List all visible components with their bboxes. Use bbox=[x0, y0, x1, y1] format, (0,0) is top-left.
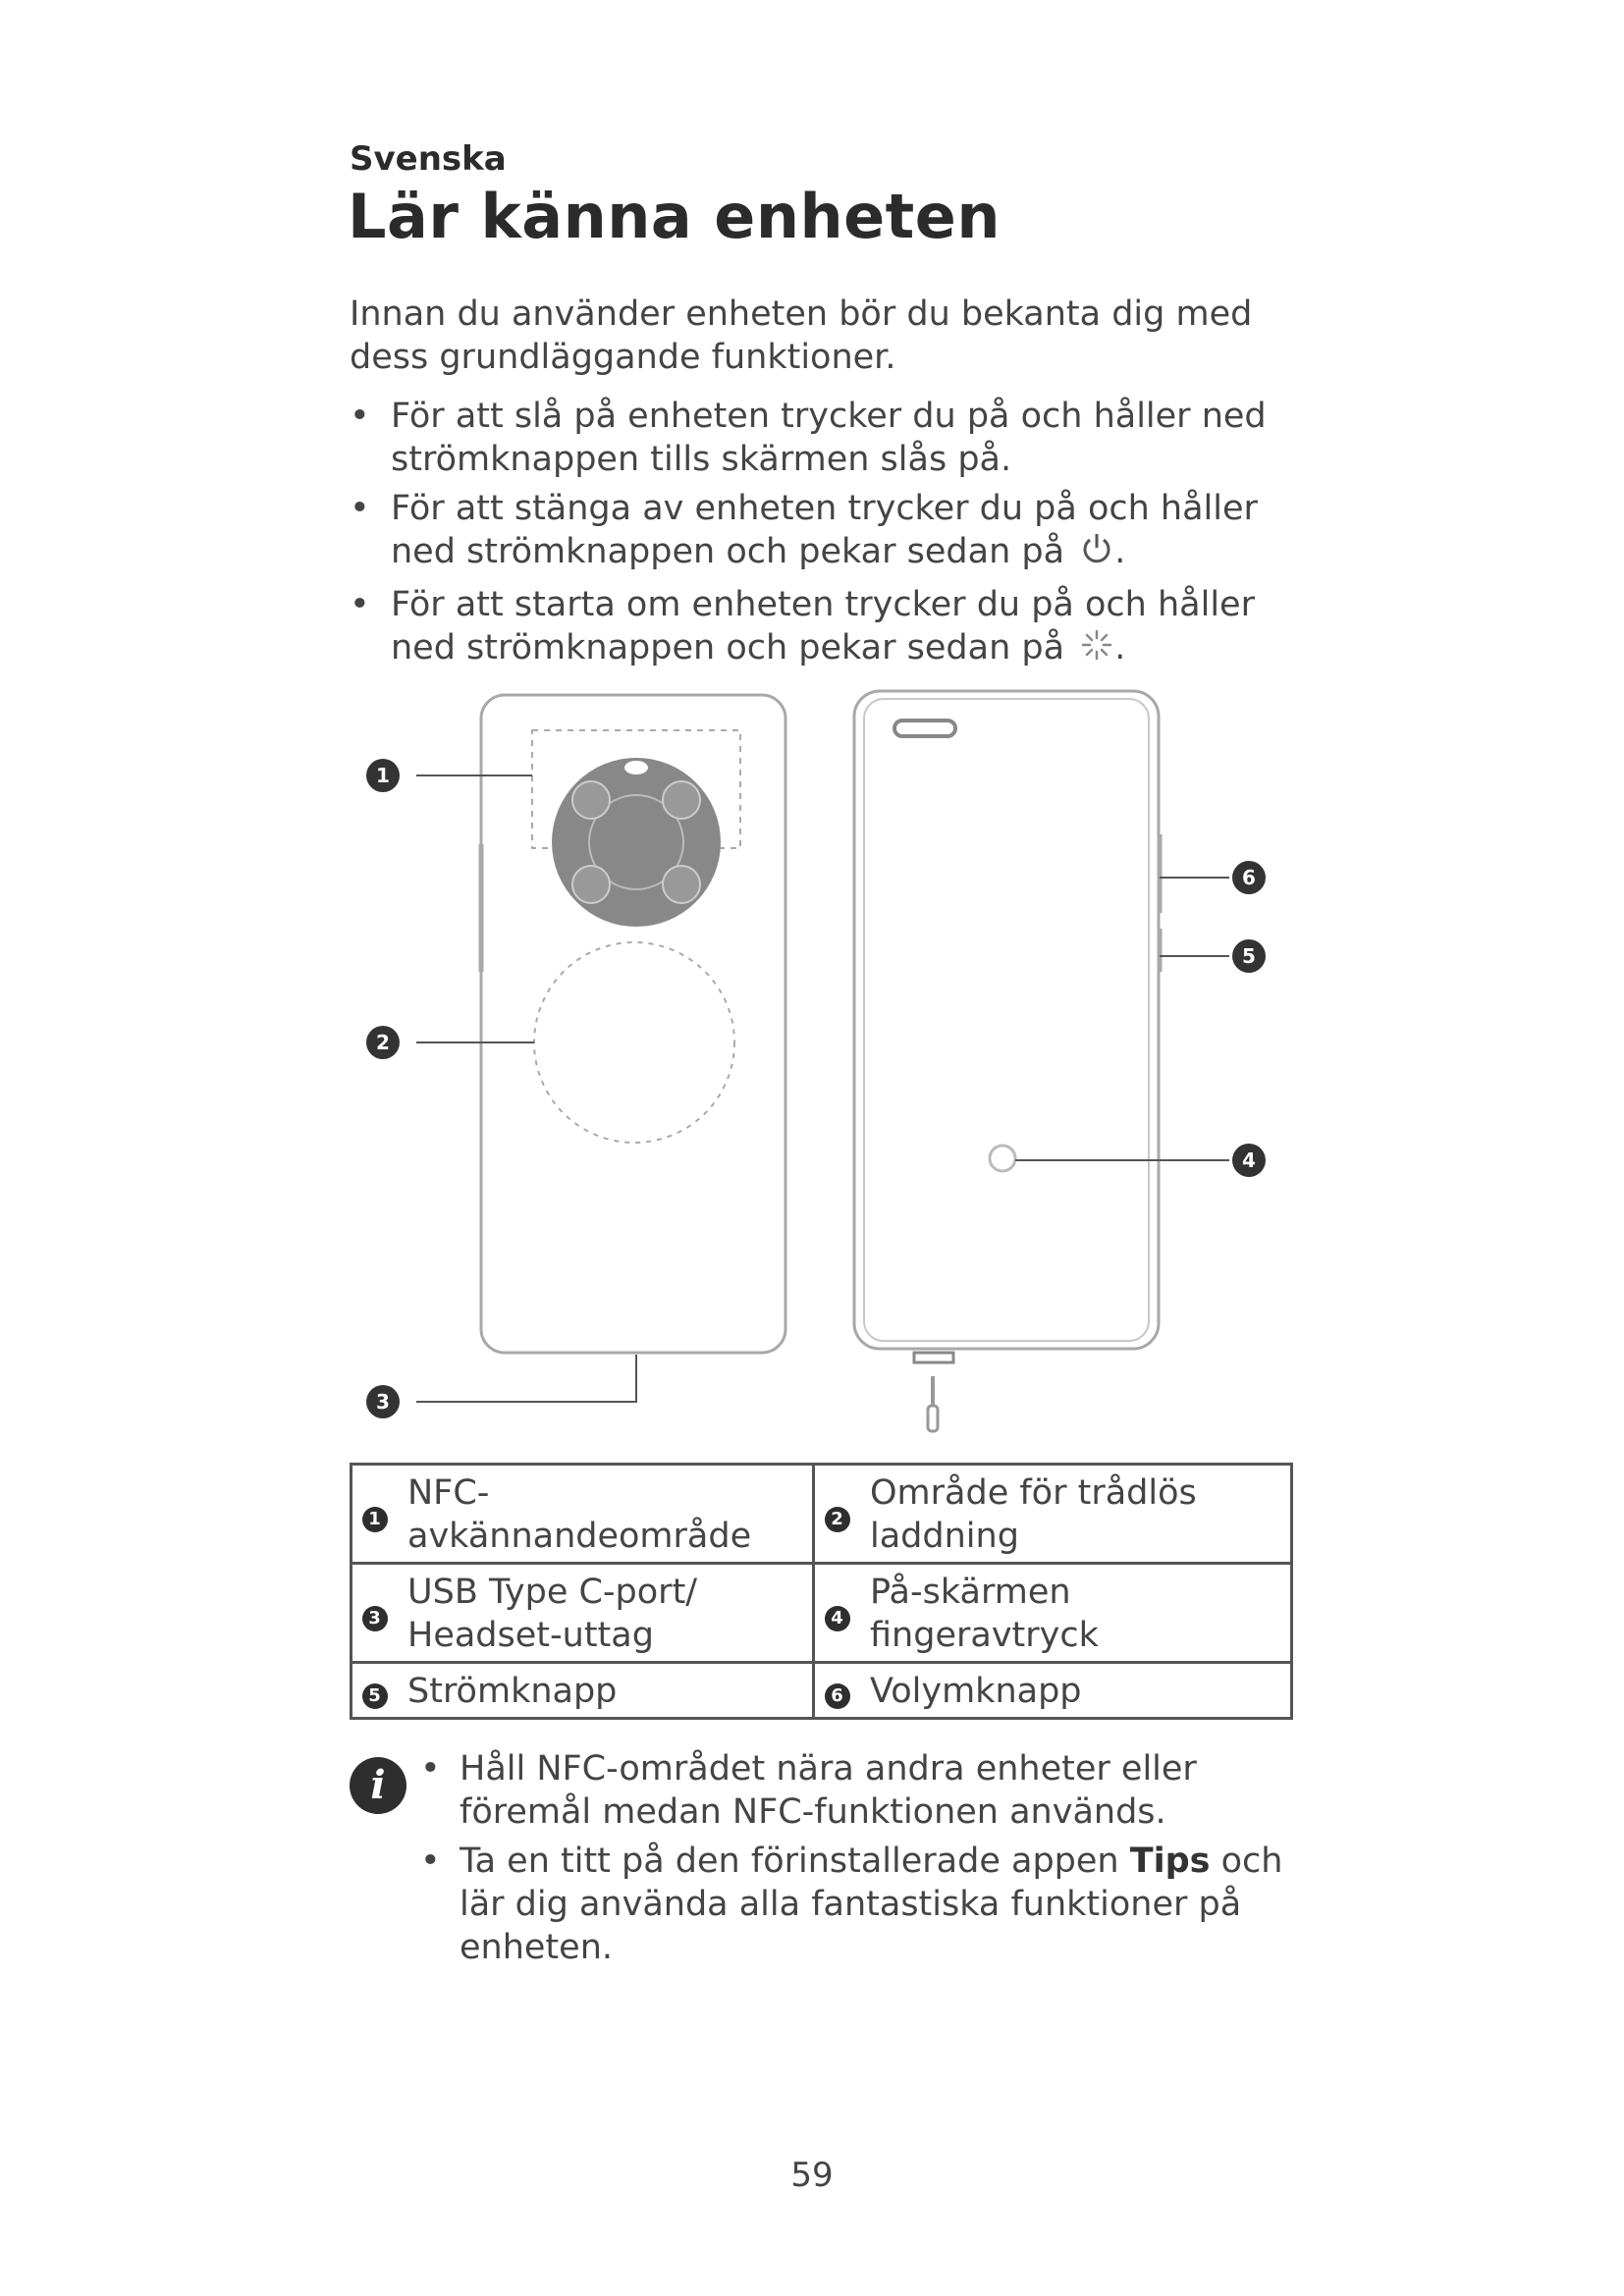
instruction-suffix: . bbox=[1114, 532, 1126, 571]
device-illustration bbox=[350, 677, 1292, 1443]
callout-6 bbox=[1232, 861, 1266, 894]
wireless-charging-area bbox=[534, 942, 734, 1143]
note-item bbox=[420, 1747, 1304, 1834]
callout-lines bbox=[416, 775, 1229, 1402]
svg-text:4: 4 bbox=[1242, 1148, 1256, 1172]
svg-text:1: 1 bbox=[376, 764, 390, 787]
restart-icon bbox=[1079, 627, 1114, 673]
note-item bbox=[420, 1840, 1304, 1969]
svg-text:3: 3 bbox=[376, 1390, 390, 1414]
callout-3 bbox=[366, 1385, 400, 1418]
table-row bbox=[352, 1564, 1292, 1663]
legend-number-cell bbox=[352, 1564, 397, 1663]
fingerprint-sensor bbox=[990, 1146, 1015, 1171]
legend-number-cell bbox=[814, 1663, 859, 1719]
table-row bbox=[352, 1465, 1292, 1564]
instruction-text: För att starta om enheten trycker du på och håller ned strömknappen och pekar sedan på bbox=[391, 585, 1255, 667]
instruction-text: För att slå på enheten trycker du på och håller ned strömknappen tills skärmen slås på. bbox=[391, 397, 1267, 479]
page-title: Lär känna enheten bbox=[348, 181, 1001, 252]
phone-front bbox=[854, 691, 1160, 1431]
bullet-marker: • bbox=[350, 585, 370, 624]
note-list bbox=[420, 1747, 1304, 1975]
note-text-before: Ta en titt på den förinstallerade appen bbox=[460, 1842, 1130, 1881]
legend-number-cell bbox=[814, 1465, 859, 1564]
legend-number-cell bbox=[352, 1465, 397, 1564]
intro-paragraph: Innan du använder enheten bör du bekanta dig med dess grundläggande funktioner. bbox=[350, 294, 1253, 377]
callout-markers bbox=[366, 759, 1266, 1418]
instruction-power-on bbox=[350, 395, 1312, 481]
app-name-tips: Tips bbox=[1129, 1842, 1211, 1881]
note-text: Håll NFC-området nära andra enheter eller föremål medan NFC-funktionen används. bbox=[460, 1749, 1197, 1832]
svg-text:6: 6 bbox=[1242, 866, 1256, 889]
svg-text:2: 2 bbox=[376, 1031, 390, 1054]
bullet-marker: • bbox=[350, 489, 370, 528]
page-number: 59 bbox=[790, 2156, 834, 2195]
legend-number-cell bbox=[814, 1564, 859, 1663]
svg-text:5: 5 bbox=[1242, 944, 1256, 968]
legend-label-cell: På-skärmen fingeravtryck bbox=[858, 1564, 1292, 1663]
legend-label-cell: NFC-avkännandeområde bbox=[396, 1465, 814, 1564]
callout-badge: 3 bbox=[362, 1606, 388, 1631]
callout-2 bbox=[366, 1026, 400, 1059]
instruction-power-off bbox=[350, 487, 1312, 577]
callout-badge: 2 bbox=[825, 1507, 850, 1532]
callout-badge: 1 bbox=[362, 1507, 388, 1532]
callout-4 bbox=[1232, 1144, 1266, 1177]
note-text-after: och lär dig använda alla fantastiska funktioner på enheten. bbox=[460, 1842, 1283, 1967]
bullet-marker: • bbox=[420, 1749, 441, 1789]
bullet-marker: • bbox=[420, 1842, 441, 1881]
instruction-list bbox=[350, 395, 1312, 679]
parts-legend-table bbox=[350, 1463, 1293, 1720]
table-row bbox=[352, 1663, 1292, 1719]
legend-label-cell: USB Type C-port/ Headset-uttag bbox=[396, 1564, 814, 1663]
language-label: Svenska bbox=[350, 139, 507, 179]
legend-label-cell: Strömknapp bbox=[396, 1663, 814, 1719]
callout-badge: 5 bbox=[362, 1683, 388, 1709]
legend-label-cell: Område för trådlös laddning bbox=[858, 1465, 1292, 1564]
camera-module bbox=[552, 758, 721, 927]
callout-badge: 6 bbox=[825, 1683, 850, 1709]
instruction-suffix: . bbox=[1114, 628, 1126, 667]
callout-5 bbox=[1232, 939, 1266, 973]
power-icon bbox=[1079, 531, 1114, 577]
legend-label-cell: Volymknapp bbox=[858, 1663, 1292, 1719]
callout-badge: 4 bbox=[825, 1606, 850, 1631]
callout-1 bbox=[366, 759, 400, 792]
legend-number-cell bbox=[352, 1663, 397, 1719]
instruction-restart bbox=[350, 583, 1312, 673]
info-icon: i bbox=[350, 1757, 406, 1814]
instruction-text: För att stänga av enheten trycker du på och håller ned strömknappen och pekar sedan på bbox=[391, 489, 1258, 571]
bullet-marker: • bbox=[350, 397, 370, 436]
